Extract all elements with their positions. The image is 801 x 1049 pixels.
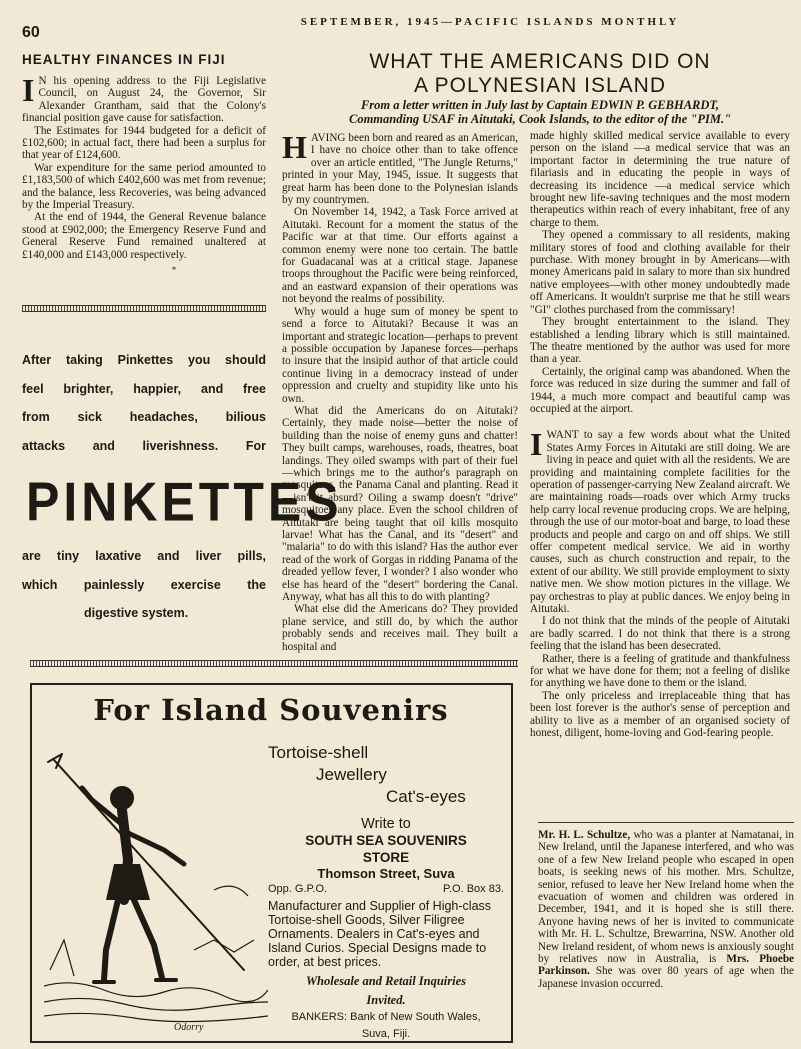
notice-text: She was over 80 years of age when the Japanese invasion occurred. — [538, 965, 794, 990]
goods-item: Cat's-eyes — [386, 787, 466, 806]
article-paragraph: What did the Americans do on Aitutaki? Certainly, they made noise—better the noise of building than the noise of enemy guns and chatter! They built camps, warehouses, roads, theatres, boat landings. They oiled swamps with part of their fuel—which brings me to the author's paragraph on mosquitoes, the Panama Canal and planting. Read it—isn't it absurd? Oiling a swamp doesn't "drive" mosquitoes any place. Even the school children of Aitutaki are being taught that oil kills mosquito larvae! What has the Canal, and its "desert" and "malaria" to do with this island? Has the author ever read of the work of Gorgas in ridding Panama of the dreaded yellow fever, I wonder? I also wonder who else has heard of the "desert" bordering the Canal. Anyway, what has all this to do with planting? — [282, 404, 518, 604]
bankers-line: Suva, Fiji. — [361, 1028, 411, 1040]
fiji-paragraph: War expenditure for the same period amounted to £1,183,500 of which £402,600 was met from revenue; and the balance, less Recoveries, was being advanced by the Imperial Treasury. — [22, 161, 266, 212]
store-name: SOUTH SEA SOUVENIRS — [305, 833, 467, 848]
fiji-heading: HEALTHY FINANCES IN FIJI — [22, 52, 226, 67]
article-paragraph: made highly skilled medical service available to every person on the island —a medical service that was an important factor in determining the true nature of filariasis and in educating the people in ways of decreasing its incidence —a medical service which brought new life-saving techniques and the most modern therapeutics within reach of every inhabitant, free of any charge to them. — [530, 130, 790, 229]
article-subtitle — [290, 98, 790, 126]
person-name: Mrs. Phoebe Parkinson. — [538, 953, 795, 978]
fiji-paragraph: The Estimates for 1944 budgeted for a deficit of £102,600; in actual fact, there had been a surplus for that year of £124,600. — [22, 124, 266, 162]
po-box: P.O. Box 83. — [443, 883, 504, 895]
article-paragraph: AVING been born and reared as an American, I have no choice other than to take offence over an article entitled, "The Jungle Returns," printed in your May, 1945, issue. It suggests that great harm has been done to the Polynesian islands by my countrymen. — [282, 132, 518, 207]
notice-text: who was a planter at Namatanai, in New Ireland, until the Japanese interfered, and who was one of a few New Ireland people who escaped in open boats, is seeking news of his mother. Mrs. Schultze, senior, refused to leave her New Ireland home when the evacuation of women and children was ordered in December, 1941, and it is hoped she is still there. Anyone having news of her is invited to communicate with Mr. H. L. Schultze, Brewarrina, NSW. Another old New Ireland resident, of whom news is anxiously sought by relatives now in Australia, is — [538, 829, 794, 966]
running-head: SEPTEMBER, 1945—PACIFIC ISLANDS MONTHLY — [300, 16, 680, 28]
pinkettes-ad — [22, 346, 343, 628]
ad-line: are tiny laxative and liver pills, — [22, 549, 266, 563]
store-description: Manufacturer and Supplier of High-class Tortoise-shell Goods, Silver Filigree Ornaments. Dealers in Cat's-eyes and Island Curios. Special Designs made to order, at best prices. — [268, 899, 492, 969]
ad-line: from sick headaches, bilious — [22, 410, 266, 424]
article-paragraph: What else did the Americans do? They provided plane service, and still do, by which the author probably sends and receives mail. They built a hospital and — [282, 603, 518, 653]
artist-signature: Odorry — [174, 1022, 204, 1033]
bankers-line: BANKERS: Bank of New South Wales, — [291, 1011, 481, 1023]
article-column-1 — [282, 129, 518, 653]
fiji-body — [22, 72, 266, 261]
ad-line: feel brighter, happier, and free — [22, 381, 266, 396]
title-line: WHAT THE AMERICANS DID ON — [369, 50, 711, 73]
goods-item: Jewellery — [316, 765, 387, 784]
subtitle-line: From a letter written in July last by Captain EDWIN P. GEBHARDT, — [360, 98, 720, 112]
subtitle-line: Commanding USAF in Aitutaki, Cook Islands, to the editor of the "PIM." — [348, 112, 732, 126]
article-title — [290, 50, 790, 98]
page-number: 60 — [22, 24, 40, 41]
fiji-paragraph: At the end of 1944, the General Revenue balance stood at £902,000; the Emergency Reserve Fund and General Reserve Fund remained unaltered at £140,000 and £143,000 respectively. — [22, 211, 266, 261]
article-paragraph: Why would a huge sum of money be spent to send a force to Aitutaki? Because it was an important and strategic location—perhaps to prevent a possible occupation by Japanese forces—perhaps to insure that the insipid author of that article could continue living in a democracy instead of under oppression and cruelty and stupidity like unto his own. — [282, 305, 518, 405]
wholesale-line: Invited. — [366, 993, 406, 1007]
schultze-notice — [538, 822, 794, 990]
drop-cap: I — [530, 426, 543, 463]
article-paragraph: Certainly, the original camp was abandoned. When the force was reduced in size during the summer and fall of 1944, a much more compact and beautiful camp was occupied at the airport. — [530, 365, 790, 415]
goods-item: Tortoise-shell — [268, 743, 369, 762]
article-paragraph: They opened a commissary to all residents, making military stores of food and clothing available for their purchase. With money brought in by Americans—with money Americans paid in salary to more than six hundred native employees—with other money undoubtedly made off Americans. It wouldn't surprise me that he still wears "GI" clothes purchased from the commissary! — [530, 229, 790, 316]
fisherman-illustration — [44, 740, 268, 1036]
person-name: Mr. H. L. Schultze, — [538, 829, 631, 841]
article-paragraph: WANT to say a few words about what the United States Army Forces in Aitutaki are still doing. We are living in peace and quiet with all the residents. We are providing and maintaining complete facilities for the operation of passenger-carrying New Zealand aircraft. We are maintaining roads—roads over which Army trucks help carry local revenue producing crops. We are helping, through the use of our motor-boat and barge, to load these products and people and cargo on and off ships. We still offer competent medical service. We aid in worthy causes, such as church construction and repair, to the extent of our ability. We still provide employment to sixty native men. We show motion pictures in the village. We pay orchestras to play at public dances. We enjoy being in Aitutaki. — [530, 429, 790, 616]
drop-cap: H — [282, 129, 307, 165]
divider — [30, 660, 518, 667]
wholesale-line: Wholesale and Retail Inquiries — [305, 974, 467, 988]
ad-line: After taking Pinkettes you should — [22, 353, 266, 367]
fiji-article — [22, 52, 266, 275]
drop-cap: I — [22, 72, 35, 108]
ad-line: which painlessly exercise the — [22, 577, 266, 592]
article-paragraph: On November 14, 1942, a Task Force arrived at Aitutaki. Recount for a moment the status of the Pacific war at that time. Our efforts against a common enemy were none too certain. The battle for Guadacanal was at a critical stage. Japanese troops throughout the Pacific were being reinforced, and an eastward expansion of their operations was not beyond the realms of possibility. — [282, 206, 518, 306]
write-to: Write to — [361, 816, 411, 832]
article-paragraph: I do not think that the minds of the people of Aitutaki are badly scarred. I do not think that there is a strong feeling that the island has been desecrated. — [530, 615, 790, 653]
store-address: Thomson Street, Suva — [317, 866, 455, 881]
article-paragraph: They brought entertainment to the island. They established a lending library which is still maintained. The theatre mentioned by the author was used for more than a year. — [530, 316, 790, 366]
article-column-2 — [530, 130, 790, 740]
store-name: STORE — [362, 850, 410, 865]
title-line: A POLYNESIAN ISLAND — [413, 74, 667, 97]
star-ornament: * — [171, 265, 177, 276]
opp-gpo: Opp. G.P.O. — [268, 883, 328, 895]
souvenirs-ad-text — [268, 742, 504, 1041]
divider — [22, 305, 266, 312]
ad-line: digestive system. — [84, 606, 189, 620]
contact-line — [268, 883, 504, 895]
article-paragraph: The only priceless and irreplaceable thing that has been lost forever is the author's sense of perception and ability to live as a member of an organised society of honest, diligent, home-loving and God-fearing people. — [530, 689, 790, 740]
article-paragraph: Rather, there is a feeling of gratitude and thankfulness for what we have done for them; not a feeling of dislike for anything we have done to them or the island. — [530, 652, 790, 690]
souvenirs-ad-title: For Island Souvenirs — [93, 693, 449, 727]
pinkettes-brand: PINKETTES — [26, 471, 343, 533]
fiji-paragraph: N his opening address to the Fiji Legislative Council, on August 24, the Governor, Sir Alexander Grantham, said that the Colony's financial position gave cause for satisfaction. — [22, 75, 266, 125]
ad-line: attacks and liverishness. For — [22, 438, 266, 453]
